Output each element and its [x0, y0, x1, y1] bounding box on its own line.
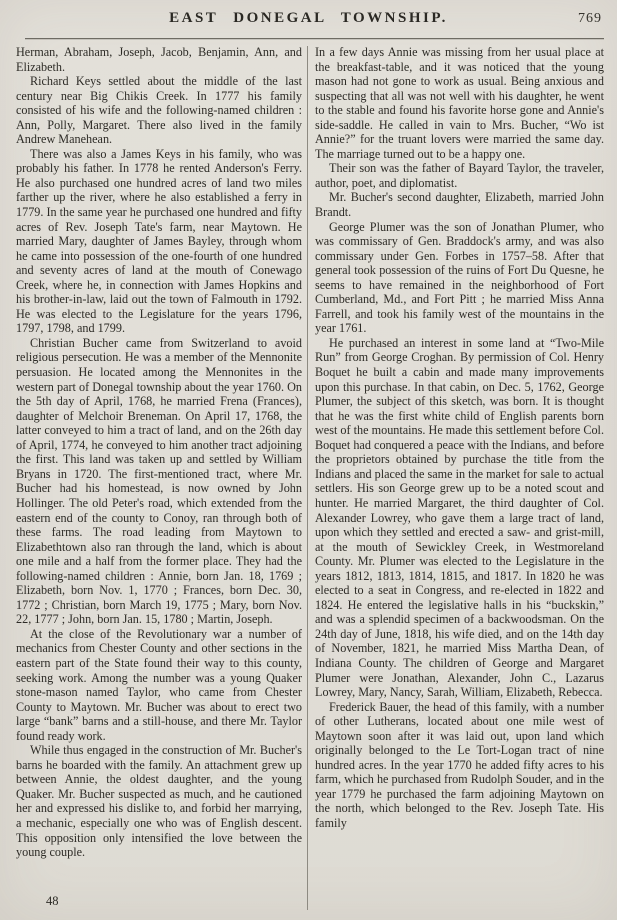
- paragraph: Mr. Bucher's second daughter, Elizabeth, married John Brandt.: [315, 190, 604, 220]
- column-divider: [307, 46, 308, 910]
- signature-mark: 48: [46, 894, 59, 908]
- left-column: [16, 45, 302, 860]
- text-columns: [0, 45, 617, 910]
- paragraph: Richard Keys settled about the middle of the last century near Big Chikis Creek. In 1777 his family consisted of his wife and the following-named children : Ann, Polly, Margaret. There also lived in the family Andrew Manehean.: [16, 74, 302, 147]
- paragraph: While thus engaged in the construction of Mr. Bucher's barns he boarded with the family. An attachment grew up between Annie, the oldest daughter, and the young Quaker. Mr. Bucher suspected as much, and he cautioned her and expressed his dislike to, and forbid her marrying, a mechanic, especially one who was of English descent. This opposition only intensified the love between the young couple.: [16, 743, 302, 860]
- page-number: 769: [578, 11, 602, 26]
- paragraph: Christian Bucher came from Switzerland to avoid religious persecution. He was a member of the Mennonite persuasion. He located among the Mennonites in the western part of Donegal township about the year 1760. On the 5th day of April, 1768, he married Frena (Frances), daughter of Melchoir Breneman. On April 17, 1768, the latter conveyed to him a tract of land, and on the 26th day of April, 1774, he conveyed to him another tract adjoining the first. This land was taken up and settled by William Bryans in 1720. The first-mentioned tract, where Mr. Bucher had his homestead, is now owned by John Hollinger. The old Peter's road, which extended from the eastern end of the county to Conoy, ran through both of these farms. The road leading from Maytown to Elizabethtown also ran through the land, which is about one mile and a half from the former place. They had the following-named children : Annie, born Jan. 18, 1769 ; Elizabeth, born Nov. 1, 1770 ; Frances, born Dec. 30, 1772 ; Christian, born March 19, 1775 ; Mary, born Nov. 22, 1777 ; John, born Jan. 15, 1780 ; Martin, Joseph.: [16, 335, 302, 627]
- paragraph: There was also a James Keys in his family, who was probably his father. In 1778 he rented Anderson's Ferry. He also purchased one hundred acres of land two miles farther up the river, where he also established a ferry in 1779. In the same year he purchased one hundred and fifty acres of Rev. Joseph Tate's farm, near Maytown. He married Mary, daughter of James Bayley, through whom he came into possession of the one-fourth of one hundred and seventy acres of land at the mouth of Conewago Creek, where he, in connection with James Hopkins and his brother-in-law, laid out the town of Falmouth in 1792. He was elected to the Legislature for the years 1796, 1797, 1798, and 1799.: [16, 146, 302, 336]
- paragraph: Their son was the father of Bayard Taylor, the traveler, author, poet, and diplomatist.: [315, 161, 604, 190]
- paragraph: In a few days Annie was missing from her usual place at the breakfast-table, and it was noticed that the young mason had not gone to work as usual. Being anxious and suspecting that all was not well with his daughter, he went to the stable and found his favorite horse gone and Annie's side-saddle. He called in vain to Mrs. Bucher, “Wo ist Annie?” for the truant lovers were married the same day. The marriage turned out to be a happy one.: [315, 45, 604, 161]
- paragraph: At the close of the Revolutionary war a number of mechanics from Chester County and other sections in the eastern part of the State found their way to this county, seeking work. Among the number was a young Quaker stone-mason named Taylor, who came from Chester County to Maytown. Mr. Bucher was about to erect two large “bank” barns and a still-house, and there Mr. Taylor found ready work.: [16, 626, 302, 743]
- paragraph: George Plumer was the son of Jonathan Plumer, who was commissary of Gen. Braddock's army, and was also commissary under Gen. Forbes in 1757–58. After that general took possession of the ruins of Fort Du Quesne, he seems to have remained in the neighborhood of Fort Cumberland, Md., and Fort Pitt ; he married Miss Anna Farrell, and took his family west of the mountains in the year 1761.: [315, 219, 604, 336]
- right-column: [315, 45, 604, 831]
- paragraph: He purchased an interest in some land at “Two-Mile Run” from George Croghan. By permission of Col. Henry Boquet he built a cabin and made many improvements upon this purchase. In that cabin, on Dec. 5, 1762, George Plumer, the subject of this sketch, was born. It is thought that he was the first white child of English parents born west of the mountains. He made this settlement before Col. Boquet had conquered a peace with the Indians, and before the proprietors obtained by purchase the title from the Indians and placed the same in the market for sale to actual settlers. His son George grew up to be a noted scout and hunter. He married Margaret, the third daughter of Col. Alexander Lowrey, who gave them a large tract of land, upon which they settled and erected a saw- and grist-mill, at the mouth of Sewickley Creek, in Westmoreland County. Mr. Plumer was elected to the Legislature in the years 1812, 1813, 1814, 1815, and 1817. In 1820 he was elected to a seat in Congress, and re-elected in 1822 and 1824. He entered the legislative halls in his “buckskin,” and was a splendid specimen of a backwoodsman. On the 24th day of June, 1818, his wife died, and on the 14th day of November, 1821, he married Miss Martha Dean, of Indiana County. The children of George and Margaret Plumer were Jonathan, Alexander, John C., Lazarus Lowrey, Mary, Nancy, Sarah, William, Elizabeth, Rebecca.: [315, 335, 604, 700]
- page-header: [0, 0, 617, 37]
- paragraph: Herman, Abraham, Joseph, Jacob, Benjamin, Ann, and Elizabeth.: [16, 45, 302, 74]
- header-rule: [25, 38, 604, 39]
- running-title: EAST DONEGAL TOWNSHIP.: [169, 10, 448, 26]
- paragraph: Frederick Bauer, the head of this family, with a number of other Lutherans, located about one mile west of Maytown soon after it was laid out, upon land which originally belonged to the Le Tort-Logan tract of nine hundred acres. In the year 1770 he added fifty acres to his farm, which he purchased from Rudolph Souder, and in the year 1779 he purchased the farm adjoining Maytown on the north, which belonged to the Rev. Joseph Tate. His family: [315, 699, 604, 830]
